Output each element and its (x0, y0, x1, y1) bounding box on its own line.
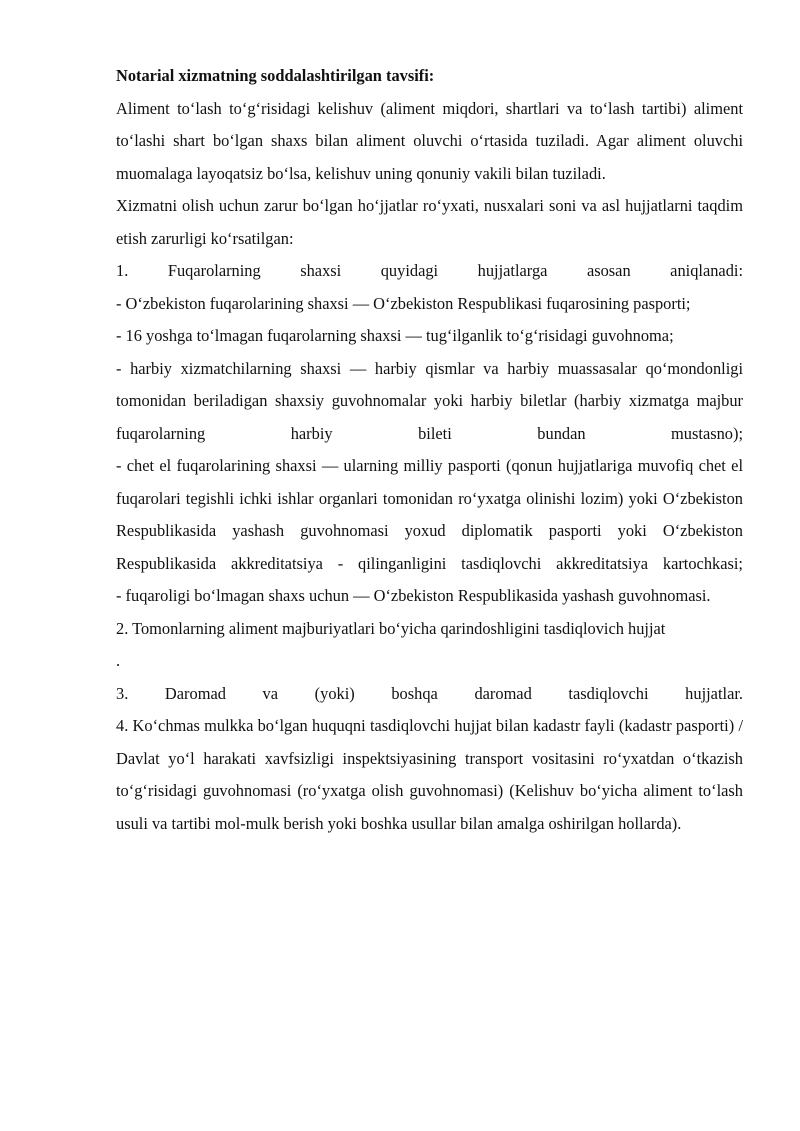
paragraph-documents-intro: Xizmatni olish uchun zarur bo‘lgan ho‘jjatlar ro‘yxati, nusxalari soni va asl hujjatlarni taqdim etish zarurligi ko‘rsatilgan: (116, 196, 743, 248)
paragraph-agreement: Aliment to‘lash to‘g‘risidagi kelishuv (aliment miqdori, shartlari va to‘lash tartibi) aliment to‘lashi shart bo‘lgan shaxs bilan aliment oluvchi o‘rtasida tuziladi. Agar aliment oluvchi muomalaga layoqatsiz bo‘lsa, kelishuv uning qonuniy vakili bilan tuziladi. (116, 98, 743, 183)
document-page (116, 60, 743, 840)
sub-item-foreign-citizens: - chet el fuqarolarining shaxsi — ularning milliy pasporti (qonun hujjatlariga muvofiq chet el fuqarolari tegishli ichki ishlar organlari tomonidan ro‘yxatga olinishi lozim) yoki O‘zbekiston Respublikasida yashash guvohnomasi yoxud diplomatik pasporti yoki O‘zbekiston Respublikasida akkreditatsiya - qilinganligini tasdiqlovchi akkreditatsiya kartochkasi; (116, 456, 743, 573)
document-title: Notarial xizmatning soddalashtirilgan tavsifi: (116, 66, 435, 85)
sub-item-minors: - 16 yoshga to‘lmagan fuqarolarning shaxsi — tug‘ilganlik to‘g‘risidagi guvohnoma; (116, 326, 674, 345)
list-item-2-dot: . (116, 651, 121, 670)
sub-item-military: - harbiy xizmatchilarning shaxsi — harbiy qismlar va harbiy muassasalar qo‘mondonligi tomonidan beriladigan shaxsiy guvohnomalar yoki harbiy biletlar (harbiy xizmatga majbur fuqarolarning harbiy bileti bundan mustasno); (116, 358, 743, 443)
list-item-1: 1. Fuqarolarning shaxsi quyidagi hujjatlarga asosan aniqlanadi: (116, 261, 743, 280)
sub-item-stateless: - fuqaroligi bo‘lmagan shaxs uchun — O‘zbekiston Respublikasida yashash guvohnomasi. (116, 586, 711, 605)
list-item-4: 4. Ko‘chmas mulkka bo‘lgan huquqni tasdiqlovchi hujjat bilan kadastr fayli (kadastr pasporti) / Davlat yo‘l harakati xavfsizligi inspektsiyasining transport vositasini ro‘yxatdan o‘tkazish to‘g‘risidagi guvohnomasi (ro‘yxatga olish guvohnomasi) (Kelishuv bo‘yicha aliment to‘lash usuli va tartibi mol-mulk berish yoki boshka usullar bilan amalga oshirilgan hollarda). (116, 716, 743, 833)
sub-item-uzbek-citizens: - O‘zbekiston fuqarolarining shaxsi — O‘zbekiston Respublikasi fuqarosining pasporti; (116, 293, 691, 313)
list-item-2: 2. Tomonlarning aliment majburiyatlari bo‘yicha qarindoshligini tasdiqlovich hujjat (116, 618, 666, 638)
list-item-3: 3. Daromad va (yoki) boshqa daromad tasdiqlovchi hujjatlar. (116, 683, 743, 703)
